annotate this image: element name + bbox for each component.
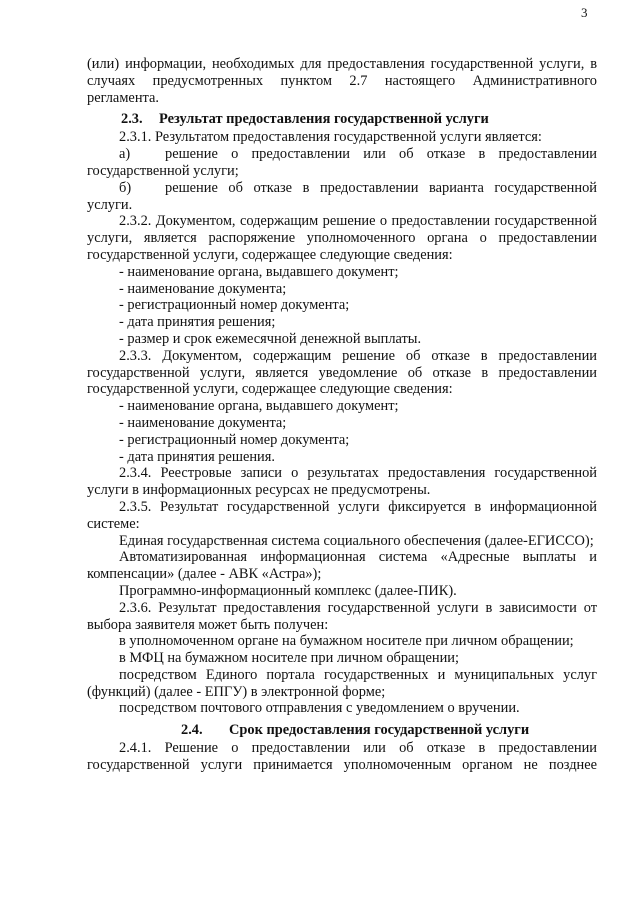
item-text: решение о предоставлении или об отказе в предоставлении государственной услуги; (87, 146, 597, 179)
system-item: Единая государственная система социального обеспечения (далее-ЕГИССО); (119, 532, 594, 549)
item-text: решение об отказе в предоставлении варианта государственной услуги. (87, 179, 597, 213)
section-2-3-heading (87, 111, 597, 128)
item-marker: а) (119, 146, 131, 163)
list-item: - наименование органа, выдавшего документ; (119, 398, 399, 415)
paragraph-2-3-5: 2.3.5. Результат государственной услуги фиксируется в информационной системе: (87, 498, 597, 532)
delivery-item: посредством почтового отправления с уведомлением о вручении. (119, 700, 520, 717)
page-content (87, 56, 597, 774)
paragraph-2-4-1: 2.4.1. Решение о предоставлении или об отказе в предоставлении государственной услуги принимается уполномоченным органом не позднее (87, 740, 597, 774)
list-item: - дата принятия решения. (119, 448, 275, 465)
paragraph-2-3-1: 2.3.1. Результатом предоставления государственной услуги является: (119, 129, 542, 146)
section-title: Срок предоставления государственной услуги (229, 722, 530, 739)
system-item: Программно-информационный комплекс (далее-ПИК). (119, 582, 457, 599)
item-2-3-1-a (87, 146, 597, 180)
intro-paragraph: (или) информации, необходимых для предоставления государственной услуги, в случаях предусмотренных пунктом 2.7 настоящего Административного регламента. (87, 56, 597, 106)
item-marker: б) (119, 179, 132, 196)
delivery-item: посредством Единого портала государственных и муниципальных услуг (функций) (далее - ЕПГУ) в электронной форме; (87, 666, 597, 700)
list-item: - регистрационный номер документа; (119, 431, 350, 448)
item-2-3-1-b (87, 180, 597, 214)
section-title: Результат предоставления государственной услуги (159, 111, 489, 128)
list-item: - регистрационный номер документа; (119, 297, 350, 314)
delivery-item: в МФЦ на бумажном носителе при личном обращении; (119, 650, 459, 667)
paragraph-2-3-2: 2.3.2. Документом, содержащим решение о предоставлении государственной услуги, является распоряжение уполномоченного органа о предоставлении государственной услуги, содержащее следующие сведения: (87, 213, 597, 263)
section-2-4-heading (87, 722, 597, 739)
list-item: - наименование документа; (119, 280, 287, 297)
page-number: 3 (581, 5, 588, 20)
list-item: - дата принятия решения; (119, 314, 276, 331)
system-item: Автоматизированная информационная система «Адресные выплаты и компенсации» (далее - АВК «Астра»); (87, 549, 597, 583)
paragraph-2-3-4: 2.3.4. Реестровые записи о результатах предоставления государственной услуги в информационных ресурсах не предусмотрены. (87, 465, 597, 499)
list-item: - наименование документа; (119, 414, 287, 431)
section-number: 2.4. (181, 722, 203, 739)
section-number: 2.3. (121, 111, 143, 128)
paragraph-2-3-3: 2.3.3. Документом, содержащим решение об отказе в предоставлении государственной услуги, является уведомление об отказе в предоставлении государственной услуги, содержащее следующие сведения: (87, 347, 597, 398)
list-item: - наименование органа, выдавшего документ; (119, 263, 399, 280)
paragraph-2-3-6: 2.3.6. Результат предоставления государственной услуги в зависимости от выбора заявителя может быть получен: (87, 599, 597, 633)
delivery-item: в уполномоченном органе на бумажном носителе при личном обращении; (119, 633, 574, 650)
list-item: - размер и срок ежемесячной денежной выплаты. (119, 330, 422, 347)
